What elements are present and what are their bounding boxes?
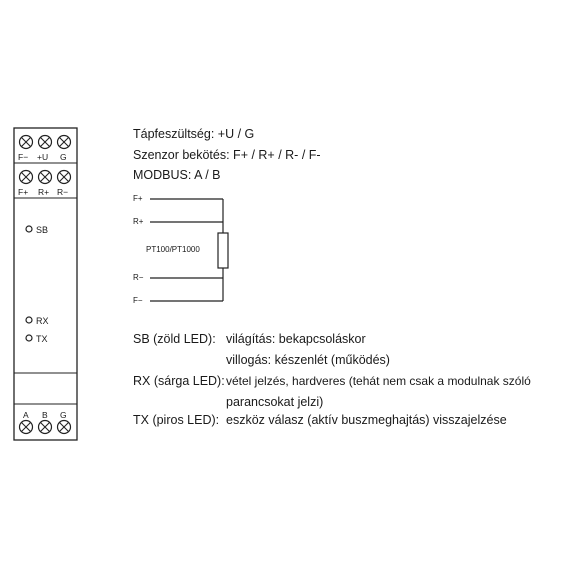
legend-rx-key: RX (sárga LED): [133, 374, 225, 388]
resistor-label: PT100/PT1000 [146, 245, 200, 254]
terminal-label-f-minus: F− [18, 152, 29, 162]
wire-label-f-plus: F+ [133, 194, 143, 203]
terminal-label-r-minus: R− [57, 187, 69, 197]
legend-rx-line1: vétel jelzés, hardveres (tehát nem csak a modulnak szóló [226, 374, 531, 388]
spec-modbus: MODBUS: A / B [133, 168, 221, 182]
terminal-screw-icon [39, 136, 52, 149]
terminal-label-b: B [42, 410, 48, 420]
wire-label-r-plus: R+ [133, 217, 144, 226]
legend-sb-key: SB (zöld LED): [133, 332, 216, 346]
terminal-screw-icon [58, 171, 71, 184]
wire-label-r-minus: R− [133, 273, 144, 282]
terminal-screw-icon [20, 171, 33, 184]
terminal-label-plus-u: +U [37, 152, 49, 162]
led-label-tx: TX [36, 334, 48, 344]
led-label-rx: RX [36, 316, 49, 326]
spec-power: Tápfeszültség: +U / G [133, 127, 255, 141]
terminal-label-g-bottom: G [60, 410, 67, 420]
terminal-screw-icon [39, 171, 52, 184]
terminal-label-g: G [60, 152, 67, 162]
legend-tx-line1: eszköz válasz (aktív buszmeghajtás) visszajelzése [226, 413, 507, 427]
terminal-screw-icon [58, 136, 71, 149]
resistor-icon [218, 233, 228, 268]
legend-sb-line2: villogás: készenlét (működés) [226, 353, 390, 367]
led-rx-icon [26, 317, 32, 323]
terminal-screw-icon [20, 136, 33, 149]
led-sb-icon [26, 226, 32, 232]
wire-label-f-minus: F− [133, 296, 143, 305]
terminal-label-r-plus: R+ [38, 187, 50, 197]
led-tx-icon [26, 335, 32, 341]
legend-tx-key: TX (piros LED): [133, 413, 220, 427]
led-label-sb: SB [36, 225, 49, 235]
spec-sensor: Szenzor bekötés: F+ / R+ / R- / F- [133, 148, 321, 162]
legend-rx-line2: parancsokat jelzi) [226, 395, 324, 409]
legend-sb-line1: világítás: bekapcsoláskor [226, 332, 366, 346]
terminal-label-f-plus: F+ [18, 187, 29, 197]
terminal-label-a: A [23, 410, 29, 420]
